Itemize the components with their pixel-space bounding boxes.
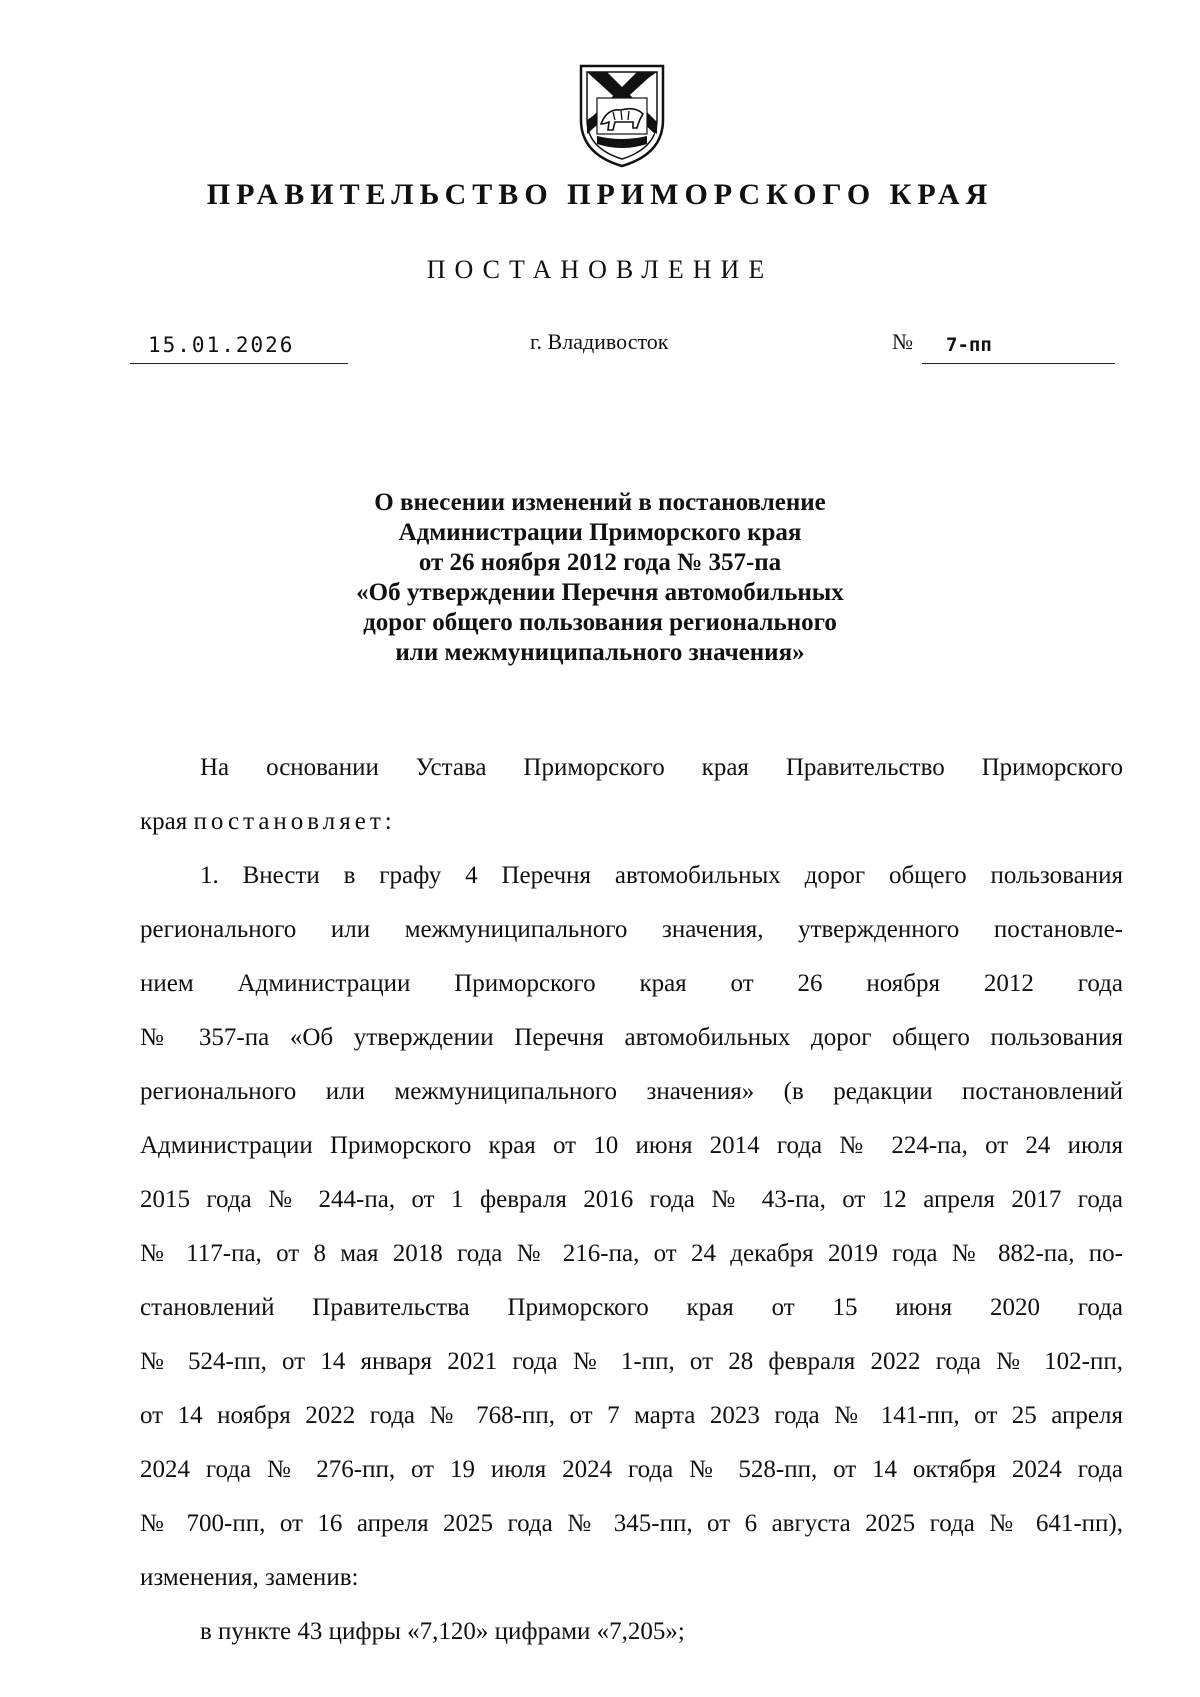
body-line: На основании Устава Приморского края Правительство Приморского [200, 754, 1123, 781]
document-city: г. Владивосток [530, 329, 669, 354]
subject-line: от 26 ноября 2012 года № 357-па [418, 549, 782, 576]
body-line: № 524-пп, от 14 января 2021 года № 1-пп, от 28 февраля 2022 года № 102-пп, [140, 1348, 1123, 1375]
document-date: 15.01.2026 [148, 333, 295, 357]
date-field [130, 333, 348, 364]
document-subject [0, 488, 1200, 668]
body-line: № 117-па, от 8 мая 2018 года № 216-па, от 24 декабря 2019 года № 882-па, по- [140, 1240, 1123, 1267]
number-field [922, 333, 1115, 364]
document-number: 7-пп [946, 334, 992, 356]
body-text: края [140, 808, 188, 835]
body-line: 2015 года № 244-па, от 1 февраля 2016 года № 43-па, от 12 апреля 2017 года [140, 1186, 1123, 1213]
government-title: ПРАВИТЕЛЬСТВО ПРИМОРСКОГО КРАЯ [206, 178, 994, 211]
body-line: Администрации Приморского края от 10 июня 2014 года № 224-па, от 24 июля [140, 1132, 1123, 1159]
body-line: изменения, заменив: [140, 1564, 359, 1591]
body-line: регионального или межмуниципального значения» (в редакции постановлений [140, 1078, 1123, 1105]
body-line: 1. Внести в графу 4 Перечня автомобильных дорог общего пользования [200, 862, 1123, 889]
body-line: нием Администрации Приморского края от 26 ноября 2012 года [140, 970, 1123, 997]
body-line: в пункте 43 цифры «7,120» цифрами «7,205»; [200, 1618, 685, 1645]
coat-of-arms-icon [577, 58, 667, 170]
body-text-spaced: постановляет: [193, 808, 396, 835]
body-line: 2024 года № 276-пп, от 19 июля 2024 года № 528-пп, от 14 октября 2024 года [140, 1456, 1123, 1483]
subject-line: или межмуниципального значения» [395, 639, 805, 666]
subject-line: «Об утверждении Перечня автомобильных [356, 579, 844, 606]
number-label: № [892, 329, 913, 354]
subject-line: Администрации Приморского края [398, 519, 802, 546]
body-line: становлений Правительства Приморского края от 15 июня 2020 года [140, 1294, 1123, 1321]
subject-line: О внесении изменений в постановление [374, 489, 826, 516]
subject-line: дорог общего пользования регионального [363, 609, 837, 636]
body-line: регионального или межмуниципального значения, утвержденного постановле- [140, 916, 1123, 943]
document-type: ПОСТАНОВЛЕНИЕ [426, 255, 774, 284]
body-line [140, 808, 396, 836]
body-line: № 357-па «Об утверждении Перечня автомобильных дорог общего пользования [140, 1024, 1123, 1051]
body-line: от 14 ноября 2022 года № 768-пп, от 7 марта 2023 года № 141-пп, от 25 апреля [140, 1402, 1123, 1429]
body-line: № 700-пп, от 16 апреля 2025 года № 345-пп, от 6 августа 2025 года № 641-пп), [140, 1510, 1123, 1537]
